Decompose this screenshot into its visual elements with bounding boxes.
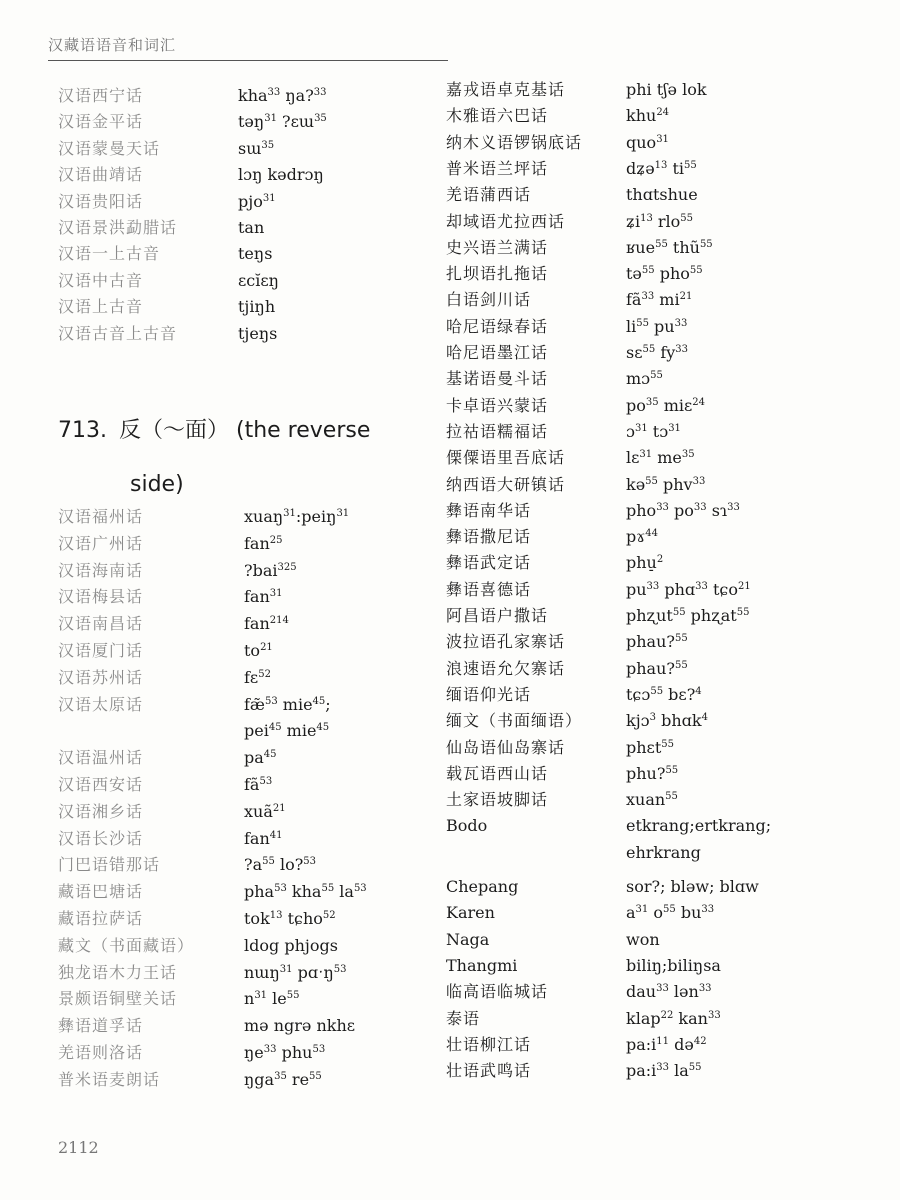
word-form: nɯŋ$^{31}$ pɑˑŋ$^{53}$	[244, 962, 347, 982]
language-name: 仙岛语仙岛寨话	[446, 737, 566, 757]
word-form: tə$^{55}$ pho$^{55}$	[626, 264, 703, 284]
language-name: 彝语南华话	[446, 500, 532, 520]
word-form: phu̠$^2$	[626, 553, 664, 573]
word-form: phu?$^{55}$	[626, 763, 679, 783]
word-form: khu$^{24}$	[626, 106, 670, 126]
language-name: 普米语麦朗话	[58, 1069, 161, 1089]
word-form: sɯ$^{35}$	[238, 138, 275, 158]
word-form: xuã$^{21}$	[244, 801, 286, 821]
word-form: kjɔ$^3$ bhɑk$^4$	[626, 711, 708, 731]
language-name: 载瓦语西山话	[446, 763, 549, 783]
language-name: 汉语西宁话	[58, 86, 144, 105]
word-form: phi tʃə lok	[626, 80, 707, 99]
language-name: 藏文（书面藏语）	[58, 935, 195, 955]
language-name: 汉语曲靖话	[58, 165, 144, 185]
entry-number: 713.	[58, 418, 107, 443]
language-name: 汉语梅县话	[58, 587, 144, 607]
language-name: 汉语古音上古音	[58, 323, 178, 343]
word-form: thɑtshue	[626, 185, 698, 205]
language-name: 基诺语曼斗话	[446, 369, 549, 389]
language-name: 汉语贵阳话	[58, 191, 144, 211]
language-name: 壮语柳江话	[446, 1034, 532, 1054]
word-form: fan$^{31}$	[244, 587, 283, 607]
word-form: mɔ$^{55}$	[626, 369, 663, 389]
language-name: 汉语广州话	[58, 533, 144, 553]
language-name: 羌语则洛话	[58, 1043, 144, 1062]
language-name: 缅文（书面缅语）	[446, 711, 583, 731]
word-form: ɛcĭɛŋ	[238, 270, 279, 290]
language-name: 汉语上古音	[58, 297, 144, 317]
word-form: ʁue$^{55}$ thũ$^{55}$	[626, 237, 713, 257]
word-form: $po^{35}$ miɛ$^{24}$	[626, 395, 706, 415]
word-form: tjeŋs	[238, 323, 278, 343]
language-name: 普米语兰坪话	[446, 158, 549, 178]
language-name: 泰语	[446, 1008, 481, 1028]
language-name: 傈僳语里吾底话	[446, 448, 566, 468]
word-form: ʑi$^{13}$ rlo$^{55}$	[626, 211, 694, 231]
word-form: lɔŋ kədrɔŋ	[238, 165, 324, 185]
language-name: 波拉语孔家寨话	[446, 632, 566, 652]
word-form: $?a^{55}$ lo?$^{53}$	[244, 855, 317, 875]
language-name: 木雅语六巴话	[446, 106, 549, 126]
word-form: won	[626, 929, 660, 949]
language-name: 汉语湘乡话	[58, 801, 144, 821]
language-name: 白语剑川话	[446, 290, 532, 310]
word-form: $fã^{53}$	[244, 775, 273, 794]
word-form: kha$^{33}$ ŋa?$^{33}$	[238, 86, 327, 105]
language-name: Naga	[446, 929, 490, 949]
language-name: Karen	[446, 903, 495, 923]
language-name: 拉祜语糯福话	[446, 421, 549, 441]
language-name: 藏语巴塘话	[58, 882, 144, 902]
word-form: klap$^{22}$ kan$^{33}$	[626, 1008, 721, 1028]
word-form: mə ngrə nkhɛ	[244, 1016, 356, 1036]
word-form: lɛ$^{31}$ $me^{35}$	[626, 448, 695, 468]
word-form: $a^{31}$ $o^{55}$ $bu^{33}$	[626, 903, 715, 923]
language-name: 汉语苏州话	[58, 667, 144, 687]
word-form: $fã^{33}$ $mi^{21}$	[626, 290, 693, 310]
word-form: xuan$^{55}$	[626, 790, 678, 810]
word-form: xuaŋ$^{31}$:peiŋ$^{31}$	[244, 507, 350, 526]
word-form: ɔ$^{31}$ tɔ$^{31}$	[626, 421, 681, 441]
word-form: tjiŋh	[238, 297, 276, 317]
word-form: $to^{21}$	[244, 641, 273, 660]
word-form: phɛt$^{55}$	[626, 737, 674, 757]
word-form: ?bai$^{325}$	[244, 560, 297, 580]
word-form: biliŋ;biliŋsa	[626, 955, 721, 975]
word-form: sɛ$^{55}$ $fy^{33}$	[626, 343, 689, 362]
language-name: 汉语西安话	[58, 775, 144, 794]
language-name: 羌语蒲西话	[446, 185, 532, 205]
language-name: 哈尼语墨江话	[446, 343, 549, 362]
language-name: 嘉戎语卓克基话	[446, 80, 566, 99]
word-form: tan	[238, 218, 265, 237]
entry-gloss-1: (the reverse	[236, 418, 371, 443]
language-name: 彝语喜德话	[446, 579, 532, 599]
word-form: tɕɔ$^{55}$ bɛ?$^4$	[626, 684, 702, 704]
word-form: etkrang;ertkrang;	[626, 816, 772, 836]
word-form: fan$^{41}$	[244, 828, 283, 848]
language-name: 彝语撒尼话	[446, 527, 532, 547]
word-form: $pa:i^{33}$ $la^{55}$	[626, 1061, 702, 1081]
language-name: 汉语厦门话	[58, 641, 144, 660]
word-form: teŋs	[238, 244, 273, 264]
word-form: $pa:i^{11}$ də$^{42}$	[626, 1034, 707, 1054]
language-name: Chepang	[446, 877, 519, 896]
running-header-title: 汉藏语语音和词汇	[48, 36, 177, 54]
language-name: 彝语道孚话	[58, 1016, 144, 1036]
word-form: $pa^{45}$	[244, 748, 277, 768]
language-name: 汉语长沙话	[58, 828, 144, 848]
language-name: 壮语武鸣话	[446, 1061, 532, 1081]
language-name: 汉语一上古音	[58, 244, 161, 264]
language-name: 扎坝语扎拖话	[446, 264, 549, 284]
language-name: 临高语临城话	[446, 982, 549, 1002]
word-form: fæ̃$^{53}$ mie$^{45}$;	[244, 694, 331, 714]
language-name: 汉语蒙曼天话	[58, 138, 161, 158]
word-form: ŋga$^{35}$ $re^{55}$	[244, 1069, 322, 1089]
entry-heading	[58, 404, 398, 512]
language-name: 史兴语兰满话	[446, 237, 549, 257]
word-form: phʐut$^{55}$ phʐat$^{55}$	[626, 606, 750, 625]
language-name: 景颇语铜壁关话	[58, 989, 178, 1009]
entry-gloss-2: side)	[130, 472, 184, 497]
language-name: 汉语太原话	[58, 694, 144, 714]
language-name: 汉语金平话	[58, 112, 144, 132]
word-form-continuation: pei$^{45}$ mie$^{45}$	[244, 721, 330, 741]
language-name: 门巴语错那话	[58, 855, 161, 875]
word-form: ldog phjogs	[244, 935, 338, 955]
word-form: $li^{55}$ $pu^{33}$	[626, 316, 688, 336]
word-form: phau?$^{55}$	[626, 632, 688, 652]
language-name: 哈尼语绿春话	[446, 316, 549, 336]
word-form: $pu^{33}$ phɑ$^{33}$ tɕo$^{21}$	[626, 579, 751, 599]
word-form: tok$^{13}$ tɕho$^{52}$	[244, 909, 336, 928]
language-name: 缅语仰光话	[446, 684, 532, 704]
language-name: 却域语尤拉西话	[446, 211, 566, 231]
word-form: fɛ$^{52}$	[244, 667, 271, 687]
word-form: kə$^{55}$ phv$^{33}$	[626, 474, 706, 494]
word-form: phau?$^{55}$	[626, 658, 688, 678]
language-name: 浪速语允欠寨话	[446, 658, 566, 678]
page-number: 2112	[58, 1138, 99, 1157]
word-form: fan$^{25}$	[244, 533, 283, 553]
word-form: pho$^{33}$ $po^{33}$ sɿ$^{33}$	[626, 500, 740, 520]
word-form: təŋ$^{31}$ ?ɛɯ$^{35}$	[238, 112, 327, 132]
header-rule	[48, 60, 448, 61]
language-name: 纳木义语锣锅底话	[446, 132, 583, 152]
language-name: Thangmi	[446, 955, 518, 975]
word-form: $n^{31}$ $le^{55}$	[244, 989, 300, 1009]
word-form: fan$^{214}$	[244, 614, 289, 634]
word-form: quo$^{31}$	[626, 132, 669, 152]
language-name: 汉语海南话	[58, 560, 144, 580]
word-form: $ŋe^{33}$ phu$^{53}$	[244, 1043, 326, 1062]
word-form: pɤ$^{44}$	[626, 527, 658, 547]
word-form-continuation: ehrkrang	[626, 842, 701, 862]
language-name: 汉语福州话	[58, 507, 144, 526]
word-form: pha$^{53}$ kha$^{55}$ $la^{53}$	[244, 882, 367, 902]
language-name: Bodo	[446, 816, 488, 836]
word-form: dʑə$^{13}$ $ti^{55}$	[626, 158, 697, 178]
word-form: dau$^{33}$ lən$^{33}$	[626, 982, 712, 1002]
word-form: sor?; blǝw; blɑw	[626, 877, 759, 896]
language-name: 土家语坡脚话	[446, 790, 549, 810]
language-name: 藏语拉萨话	[58, 909, 144, 928]
language-name: 汉语南昌话	[58, 614, 144, 634]
language-name: 纳西语大研镇话	[446, 474, 566, 494]
language-name: 汉语中古音	[58, 270, 144, 290]
language-name: 汉语景洪勐腊话	[58, 218, 178, 237]
language-name: 阿昌语户撒话	[446, 606, 549, 625]
language-name: 卡卓语兴蒙话	[446, 395, 549, 415]
language-name: 汉语温州话	[58, 748, 144, 768]
language-name: 彝语武定话	[446, 553, 532, 573]
word-form: pjo$^{31}$	[238, 191, 276, 211]
language-name: 独龙语木力王话	[58, 962, 178, 982]
entry-headword: 反（～面）	[118, 418, 229, 443]
